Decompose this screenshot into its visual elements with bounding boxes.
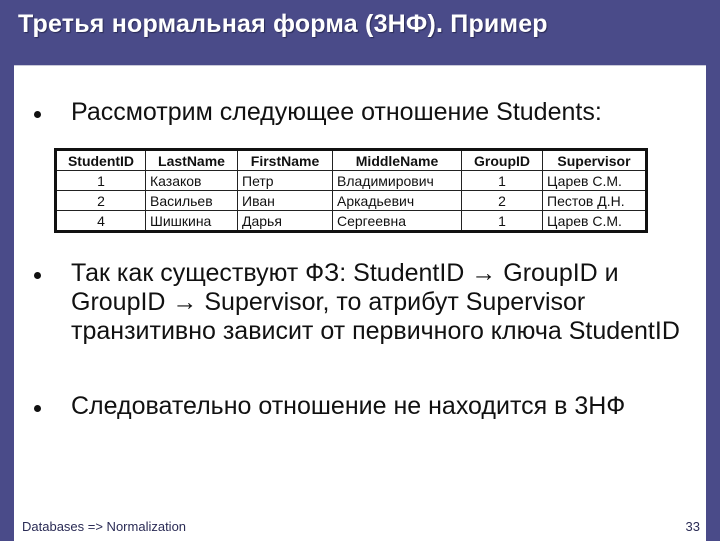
table-cell: Петр — [238, 171, 333, 191]
table-cell: 1 — [462, 171, 543, 191]
table-cell: Аркадьевич — [333, 191, 462, 211]
table-cell: Царев С.М. — [543, 211, 647, 232]
table-cell: 4 — [56, 211, 146, 232]
table-cell: Пестов Д.Н. — [543, 191, 647, 211]
bullet-dot-icon — [34, 272, 41, 279]
bullet-text: Рассмотрим следующее отношение Students: — [71, 98, 602, 126]
table-row — [56, 191, 647, 211]
table-cell: Васильев — [146, 191, 238, 211]
footer-text: Databases => Normalization — [22, 519, 187, 534]
bullet-dot-icon — [34, 111, 41, 118]
content-panel — [14, 65, 706, 541]
column-header: FirstName — [238, 150, 333, 171]
table-cell: Иван — [238, 191, 333, 211]
table-cell: Шишкина — [146, 211, 238, 232]
table-cell: Владимирович — [333, 171, 462, 191]
column-header: Supervisor — [543, 150, 647, 171]
table-cell: 2 — [56, 191, 146, 211]
table-cell: 2 — [462, 191, 543, 211]
column-header: MiddleName — [333, 150, 462, 171]
table-cell: Сергеевна — [333, 211, 462, 232]
bullet-dot-icon — [34, 405, 41, 412]
table-header-row — [56, 150, 647, 171]
table-row — [56, 171, 647, 191]
column-header: GroupID — [462, 150, 543, 171]
slide-title: Третья нормальная форма (3НФ). Пример — [18, 10, 548, 38]
bullet-text: Следовательно отношение не находится в 3НФ — [71, 392, 626, 420]
table-cell: Казаков — [146, 171, 238, 191]
table-cell: Царев С.М. — [543, 171, 647, 191]
table-cell: 1 — [56, 171, 146, 191]
table-cell: 1 — [462, 211, 543, 232]
bullet-text: Так как существуют ФЗ: StudentID → GroupID и GroupID → Supervisor, то атрибут Supervisor транзитивно зависит от первичного ключа StudentID — [71, 259, 680, 345]
table-row — [56, 211, 647, 232]
column-header: StudentID — [56, 150, 146, 171]
column-header: LastName — [146, 150, 238, 171]
page-number: 33 — [685, 519, 700, 534]
students-table — [54, 148, 648, 233]
table-cell: Дарья — [238, 211, 333, 232]
